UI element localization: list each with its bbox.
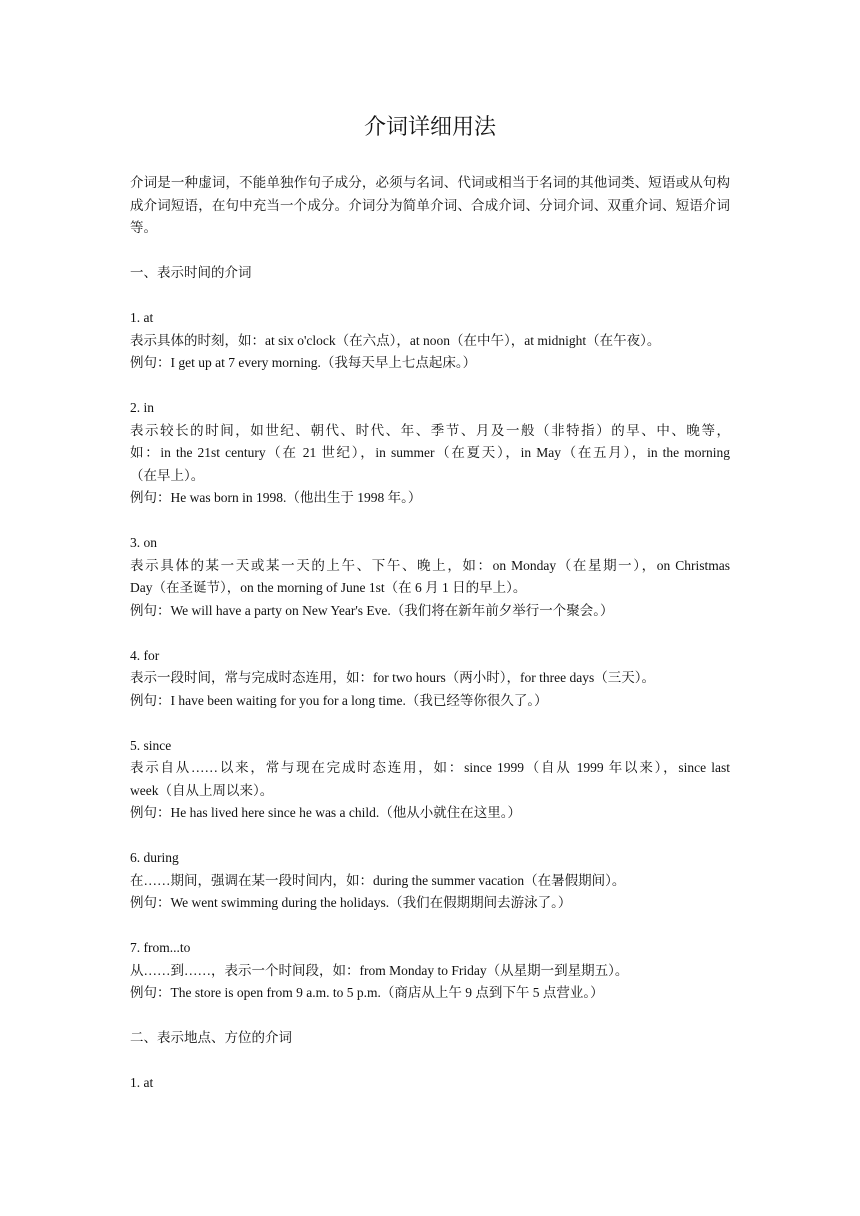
item-desc-on-line2: Day（在圣诞节），on the morning of June 1st（在 6 月 1 日的早上）。 (130, 580, 527, 595)
item-label-during: 6. during (130, 850, 179, 865)
item-desc-at: 表示具体的时刻，如：at six o'clock（在六点），at noon（在中午），at midnight（在午夜）。 (130, 332, 661, 348)
item-example-at: 例句：I get up at 7 every morning.（我每天早上七点起床。） (130, 355, 477, 370)
item-label-for: 4. for (130, 647, 160, 663)
item-label-on: 3. on (130, 535, 157, 550)
item-desc-in-line1: 表示较长的时间，如世纪、朝代、时代、年、季节、月及一般（非特指）的早、中、晚等， (130, 422, 730, 438)
item-label-from-to: 7. from...to (130, 940, 191, 955)
item-example-during: 例句：We went swimming during the holidays.（我们在假期期间去游泳了。） (130, 895, 572, 910)
item-example-on: 例句：We will have a party on New Year's Eve.（我们将在新年前夕举行一个聚会。） (130, 602, 614, 618)
item-desc-during: 在……期间，强调在某一段时间内，如：during the summer vacation（在暑假期间）。 (130, 872, 626, 888)
page-title: 介词详细用法 (363, 114, 496, 139)
item-label-place-at: 1. at (130, 1075, 154, 1090)
section-heading-time: 一、表示时间的介词 (130, 265, 252, 280)
item-label-in: 2. in (130, 400, 155, 415)
item-desc-on-line1: 表示具体的某一天或某一天的上午、下午、晚上，如：on Monday（在星期一），on Christmas (130, 557, 730, 573)
item-desc-from-to: 从……到……，表示一个时间段，如：from Monday to Friday（从星期一到星期五）。 (130, 962, 629, 978)
item-example-for: 例句：I have been waiting for you for a long time.（我已经等你很久了。） (130, 692, 548, 708)
item-example-from-to: 例句：The store is open from 9 a.m. to 5 p.m.（商店从上午 9 点到下午 5 点营业。） (130, 985, 604, 1000)
item-example-since: 例句：He has lived here since he was a child.（他从小就住在这里。） (130, 805, 522, 820)
item-example-in: 例句：He was born in 1998.（他出生于 1998 年。） (130, 490, 422, 505)
intro-paragraph: 介词是一种虚词，不能单独作句子成分，必须与名词、代词或相当于名词的其他词类、短语或从句构成介词短语，在句中充当一个成分。介词分为简单介词、合成介词、分词介词、双重介词、短语介词等。 (130, 175, 730, 235)
item-label-at: 1. at (130, 310, 154, 325)
section-heading-place: 二、表示地点、方位的介词 (130, 1030, 292, 1045)
item-desc-since-line2: week（自从上周以来）。 (130, 782, 274, 798)
item-desc-for: 表示一段时间，常与完成时态连用，如：for two hours（两小时），for three days（三天）。 (130, 670, 655, 685)
item-desc-since-line1: 表示自从……以来，常与现在完成时态连用，如：since 1999（自从 1999 年以来），since last (130, 760, 730, 775)
item-desc-in-line2: 如：in the 21st century（在 21 世纪），in summer（在夏天），in May（在五月），in the morning (130, 445, 730, 460)
item-label-since: 5. since (130, 737, 172, 753)
item-desc-in-line3: （在早上）。 (130, 467, 205, 483)
